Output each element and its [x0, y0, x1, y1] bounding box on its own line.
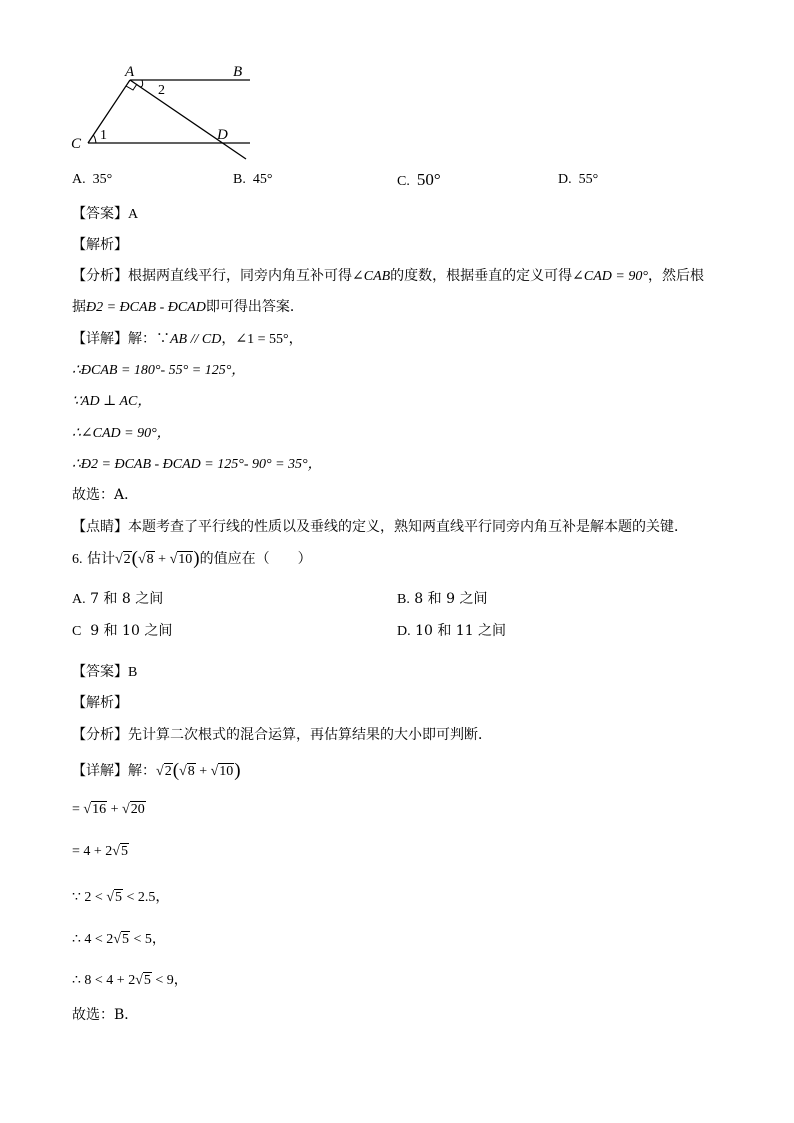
q5-analysis-heading: 【解析】: [72, 237, 128, 253]
angle-1-arc: [93, 135, 96, 143]
q6-choose: 故选：B．: [72, 1007, 139, 1023]
q5-fenxi-line1: 【分析】根据两直线平行，同旁内角互补可得∠CAB的度数，根据垂直的定义可得∠CAD = 90°，然后根: [72, 268, 704, 284]
q6-calc-line-5: ∴ 8 < 4 + 2√5 < 9，: [72, 973, 188, 988]
point-a-label: A: [125, 64, 135, 80]
q5-option-d: D. 55°: [558, 172, 599, 187]
q6-stem: 6. 估计√2(√8 + √10)的值应在（ ）: [72, 548, 312, 569]
geometry-figure: [60, 60, 260, 165]
q6-calc-line-4: ∴ 4 < 2√5 < 5，: [72, 932, 166, 947]
point-c-label: C: [71, 136, 82, 152]
angle-2-arc: [140, 80, 143, 87]
q6-calc-line-1: = √16 + √20: [72, 802, 145, 817]
point-b-label: B: [233, 64, 243, 80]
q6-analysis-heading: 【解析】: [72, 695, 128, 711]
right-angle-mark: [126, 84, 137, 90]
line-ad: [130, 80, 246, 159]
q6-option-b: B. 8 和 9 之间: [397, 591, 488, 607]
q5-option-b: B. 45°: [233, 172, 273, 187]
q5-choose: 故选：A．: [72, 487, 139, 503]
q6-answer: 【答案】B: [72, 664, 138, 680]
q6-calc-line-3: ∵ 2 < √5 < 2.5，: [72, 890, 170, 905]
q6-option-d: D. 10 和 11 之间: [397, 623, 507, 639]
angle-2-label: 2: [158, 83, 165, 98]
q5-fenxi-line2: 据Ð2 = ÐCAB - ÐCAD即可得出答案．: [72, 299, 304, 315]
q6-fenxi: 【分析】先计算二次根式的混合运算，再估算结果的大小即可判断．: [72, 727, 492, 743]
q5-dianjing: 【点睛】本题考查了平行线的性质以及垂线的定义，熟知两直线平行同旁内角互补是解本题的关键．: [72, 519, 688, 535]
q6-option-c: C 9 和 10 之间: [72, 623, 173, 639]
q5-step-4: ∴Ð2 = ÐCAB - ÐCAD = 125°- 90° = 35°，: [72, 457, 322, 472]
q6-option-a: A. 7 和 8 之间: [72, 591, 164, 607]
point-d-label: D: [217, 127, 228, 143]
q6-calc-line-2: = 4 + 2√5: [72, 844, 128, 859]
q5-option-a: A. 35°: [72, 172, 113, 187]
q5-step-1: ∴ÐCAB = 180°- 55° = 125°，: [72, 363, 246, 378]
q5-xiangjie-line1: 【详解】解：∵AB // CD，∠1 = 55°，: [72, 331, 303, 347]
q5-step-2: ∵AD ⊥ AC，: [72, 394, 152, 409]
angle-1-label: 1: [100, 128, 107, 143]
line-ac: [88, 80, 130, 143]
q6-xiangjie: 【详解】解：√2(√8 + √10): [72, 760, 241, 781]
q5-step-3: ∴∠CAD = 90°，: [72, 426, 171, 441]
q5-answer: 【答案】A: [72, 206, 139, 222]
q5-option-c: C. 50°: [397, 170, 441, 189]
